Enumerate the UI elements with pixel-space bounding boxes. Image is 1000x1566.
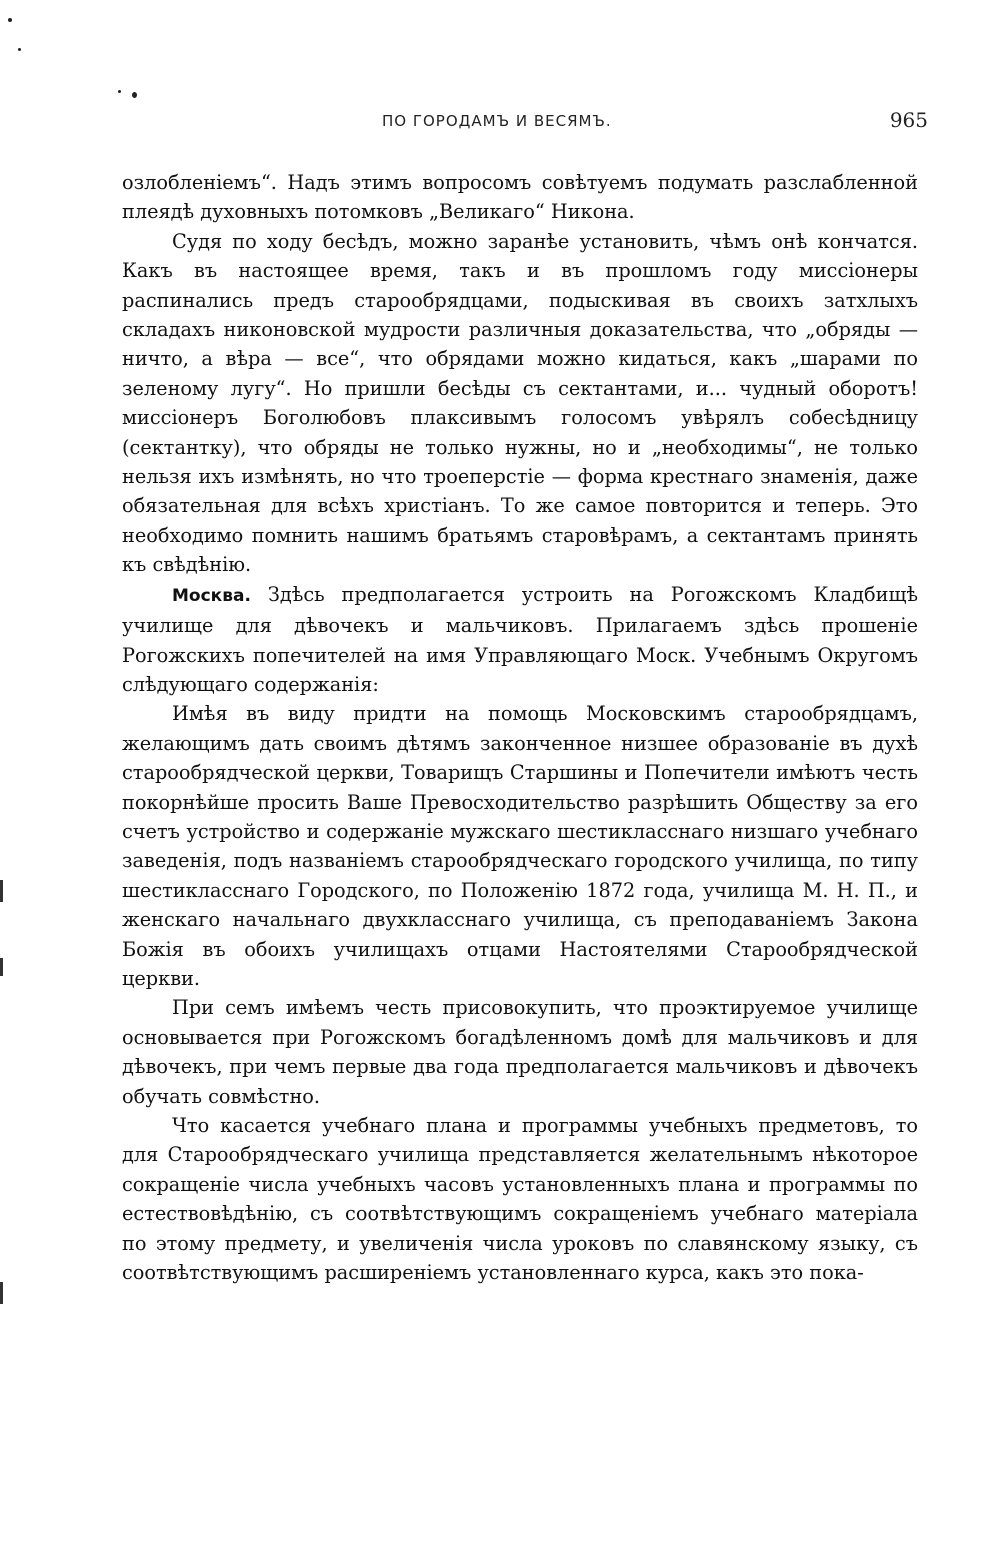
scan-speck [132, 92, 137, 98]
page-number: 965 [889, 108, 928, 132]
running-title: ПО ГОРОДАМЪ И ВЕСЯМЪ. [382, 112, 612, 130]
petition-paragraph: Имѣя въ виду придти на помощь Московскимъ старообрядцамъ, желающимъ дать своимъ дѣтямъ законченное низшее образованіе въ духѣ старообрядческой церкви, Товарищъ Старшины и Попечители имѣютъ честь покорнѣйше просить Ваше Превосходительство разрѣшить Обществу за его счетъ устройство и содержаніе мужскаго шестикласснаго низшаго учебнаго заведенія, подъ названіемъ старообрядческаго городского училища, по типу шестикласснаго Городского, по Положенію 1872 года, училища М. Н. П., и женскаго начальнаго двухкласснаго училища, съ преподаваніемъ Закона Божія въ обоихъ училищахъ отцами Настоятелями Старообрядческой церкви. [122, 702, 918, 990]
paragraph-moscow [122, 580, 918, 700]
scan-speck [8, 18, 12, 22]
paragraph: При семъ имѣемъ честь присовокупить, что проэктируемое училище основывается при Рогожскомъ богадѣленномъ домѣ для мальчиковъ и для дѣвочекъ, при чемъ первые два года предполагается мальчиковъ и дѣвочекъ обучать совмѣстно. [122, 996, 918, 1108]
paragraph: Судя по ходу бесѣдъ, можно заранѣе установить, чѣмъ онѣ кончатся. Какъ въ настоящее время, такъ и въ прошломъ году миссіонеры распинались предъ старообрядцами, подыскивая въ своихъ затхлыхъ складахъ никоновской мудрости различныя доказательства, что „обряды — ничто, а вѣра — все“, что обрядами можно кидаться, какъ „шарами по зеленому лугу“. Но пришли бесѣды съ сектантами, и... чудный оборотъ! миссіонеръ Боголюбовъ плаксивымъ голосомъ увѣрялъ собесѣдницу (сектантку), что обряды не только нужны, но и „необходимы“, не только нельзя ихъ измѣнять, но что троеперстіе — форма крестнаго знаменія, даже обязательная для всѣхъ христіанъ. То же самое повторится и теперь. Это необходимо помнить нашимъ братьямъ старовѣрамъ, а сектантамъ принять къ свѣдѣнію. [122, 229, 918, 577]
scan-margin-mark [0, 880, 3, 902]
scan-margin-mark [0, 1282, 3, 1304]
page-header [120, 108, 928, 138]
paragraph-text: Здѣсь предполагается устроить на Рогожскомъ Кладбищѣ училище для дѣвочекъ и мальчиковъ. Прилагаемъ здѣсь прошеніе Рогожскихъ попечителей на имя Управляющаго Моск. Учебнымъ Округомъ слѣдующаго содержанія: [122, 582, 918, 696]
body-text [122, 168, 918, 1287]
scan-speck [18, 48, 21, 51]
place-heading: Москва. [172, 585, 251, 606]
paragraph: Что касается учебнаго плана и программы учебныхъ предметовъ, то для Старообрядческаго училища представляется желательнымъ нѣкоторое сокращеніе числа учебныхъ часовъ установленныхъ плана и программы по естествовѣдѣнію, съ соотвѣтствующимъ сокращеніемъ учебнаго матеріала по этому предмету, и увеличенія числа уроковъ по славянскому языку, съ соотвѣтствующимъ расширеніемъ установленнаго курса, какъ это пока- [122, 1114, 918, 1285]
scan-margin-mark [0, 958, 3, 976]
paragraph: озлобленіемъ“. Надъ этимъ вопросомъ совѣтуемъ подумать разслабленной плеядѣ духовныхъ потомковъ „Великаго“ Никона. [122, 171, 918, 224]
scan-speck [118, 90, 121, 93]
